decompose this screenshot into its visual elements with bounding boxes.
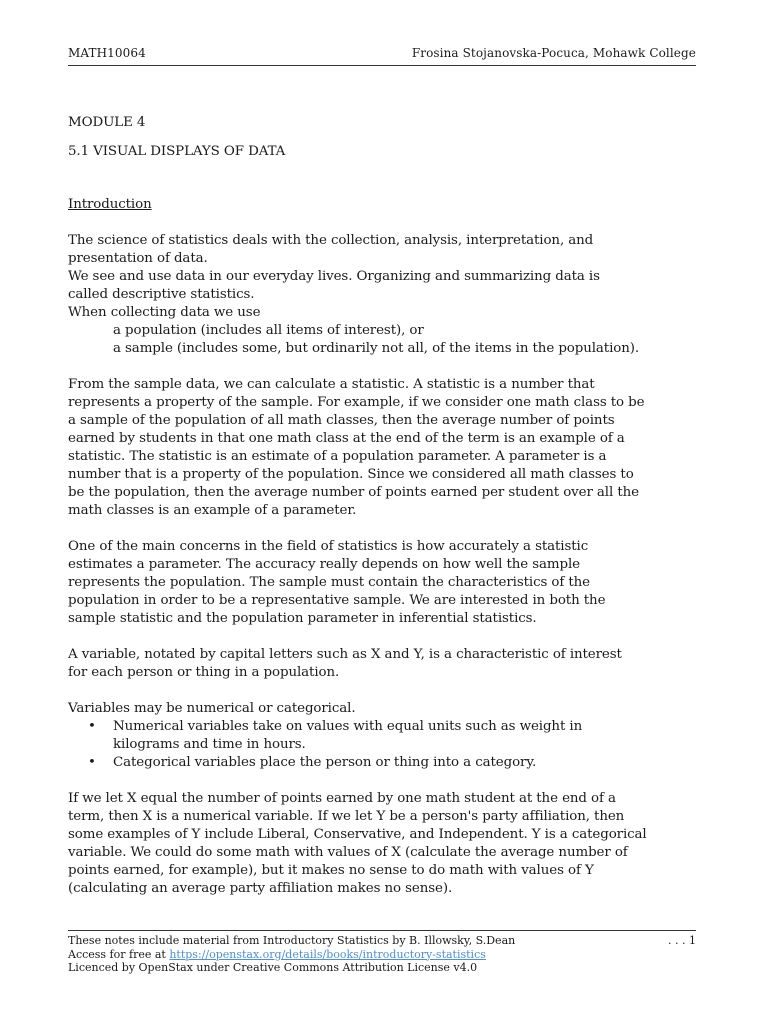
text-line: presentation of data. [68, 251, 208, 266]
page-footer [68, 930, 696, 975]
paragraph-variable [68, 646, 708, 682]
text-line: variable. We could do some math with values of X (calculate the average number of [68, 845, 628, 860]
text-line: If we let X equal the number of points earned by one math student at the end of a [68, 791, 616, 806]
text-line: Numerical variables take on values with equal units such as weight in [113, 719, 583, 734]
section-title: 5.1 VISUAL DISPLAYS OF DATA [68, 144, 286, 159]
text-line: kilograms and time in hours. [113, 737, 306, 752]
paragraph-variable-types [68, 700, 708, 772]
text-line: for each person or thing in a population. [68, 665, 340, 680]
bullet-icon: • [88, 755, 96, 770]
paragraph-statistic [68, 376, 708, 520]
text-line: We see and use data in our everyday lives. Organizing and summarizing data is [68, 269, 600, 284]
text-line: a sample (includes some, but ordinarily not all, of the items in the population). [113, 341, 640, 356]
bullet-icon: • [88, 719, 96, 734]
text-line: From the sample data, we can calculate a statistic. A statistic is a number that [68, 377, 595, 392]
text-line: earned by students in that one math class at the end of the term is an example of a [68, 431, 625, 446]
document-body [68, 114, 708, 898]
text-line: (calculating an average party affiliation makes no sense). [68, 881, 453, 896]
list-item [68, 718, 708, 754]
page-number: . . . 1 [668, 934, 696, 947]
text-line: a sample of the population of all math classes, then the average number of points [68, 413, 615, 428]
text-line: population in order to be a representative sample. We are interested in both the [68, 593, 606, 608]
text-line: represents a property of the sample. For example, if we consider one math class to be [68, 395, 645, 410]
text-line: a population (includes all items of interest), or [113, 323, 424, 338]
text-line: estimates a parameter. The accuracy really depends on how well the sample [68, 557, 580, 572]
text-line: The science of statistics deals with the collection, analysis, interpretation, and [68, 233, 594, 248]
list-item [68, 754, 708, 772]
course-code: MATH10064 [68, 46, 146, 60]
paragraph-intro [68, 232, 708, 358]
text-line: Variables may be numerical or categorical. [68, 701, 356, 716]
text-line: statistic. The statistic is an estimate of a population parameter. A parameter is a [68, 449, 607, 464]
intro-heading: Introduction [68, 197, 152, 212]
text-line: some examples of Y include Liberal, Conservative, and Independent. Y is a categorical [68, 827, 647, 842]
text-line: When collecting data we use [68, 305, 261, 320]
license-line: Licenced by OpenStax under Creative Commons Attribution License v4.0 [68, 961, 478, 974]
author-affiliation: Frosina Stojanovska-Pocuca, Mohawk College [411, 46, 696, 60]
text-line: be the population, then the average number of points earned per student over all the [68, 485, 639, 500]
module-label: MODULE 4 [68, 115, 146, 130]
text-line: term, then X is a numerical variable. If we let Y be a person's party affiliation, then [68, 809, 625, 824]
paragraph-example [68, 790, 708, 898]
text-line: sample statistic and the population parameter in inferential statistics. [68, 611, 537, 626]
openstax-link[interactable]: https://openstax.org/details/books/introductory-statistics [169, 947, 486, 961]
access-label: Access for free at [68, 947, 170, 961]
attribution-line: These notes include material from Introductory Statistics by B. Illowsky, S.Dean [68, 934, 516, 947]
text-line: number that is a property of the population. Since we considered all math classes to [68, 467, 634, 482]
text-line: represents the population. The sample must contain the characteristics of the [68, 575, 591, 590]
text-line: points earned, for example), but it makes no sense to do math with values of Y [68, 863, 594, 878]
text-line: A variable, notated by capital letters such as X and Y, is a characteristic of interest [68, 647, 622, 662]
text-line: called descriptive statistics. [68, 287, 255, 302]
text-line: One of the main concerns in the field of statistics is how accurately a statistic [68, 539, 589, 554]
paragraph-accuracy [68, 538, 708, 628]
text-line: Categorical variables place the person or thing into a category. [113, 755, 537, 770]
page-header [68, 46, 696, 66]
bullet-list [68, 718, 708, 772]
text-line: math classes is an example of a parameter. [68, 503, 357, 518]
